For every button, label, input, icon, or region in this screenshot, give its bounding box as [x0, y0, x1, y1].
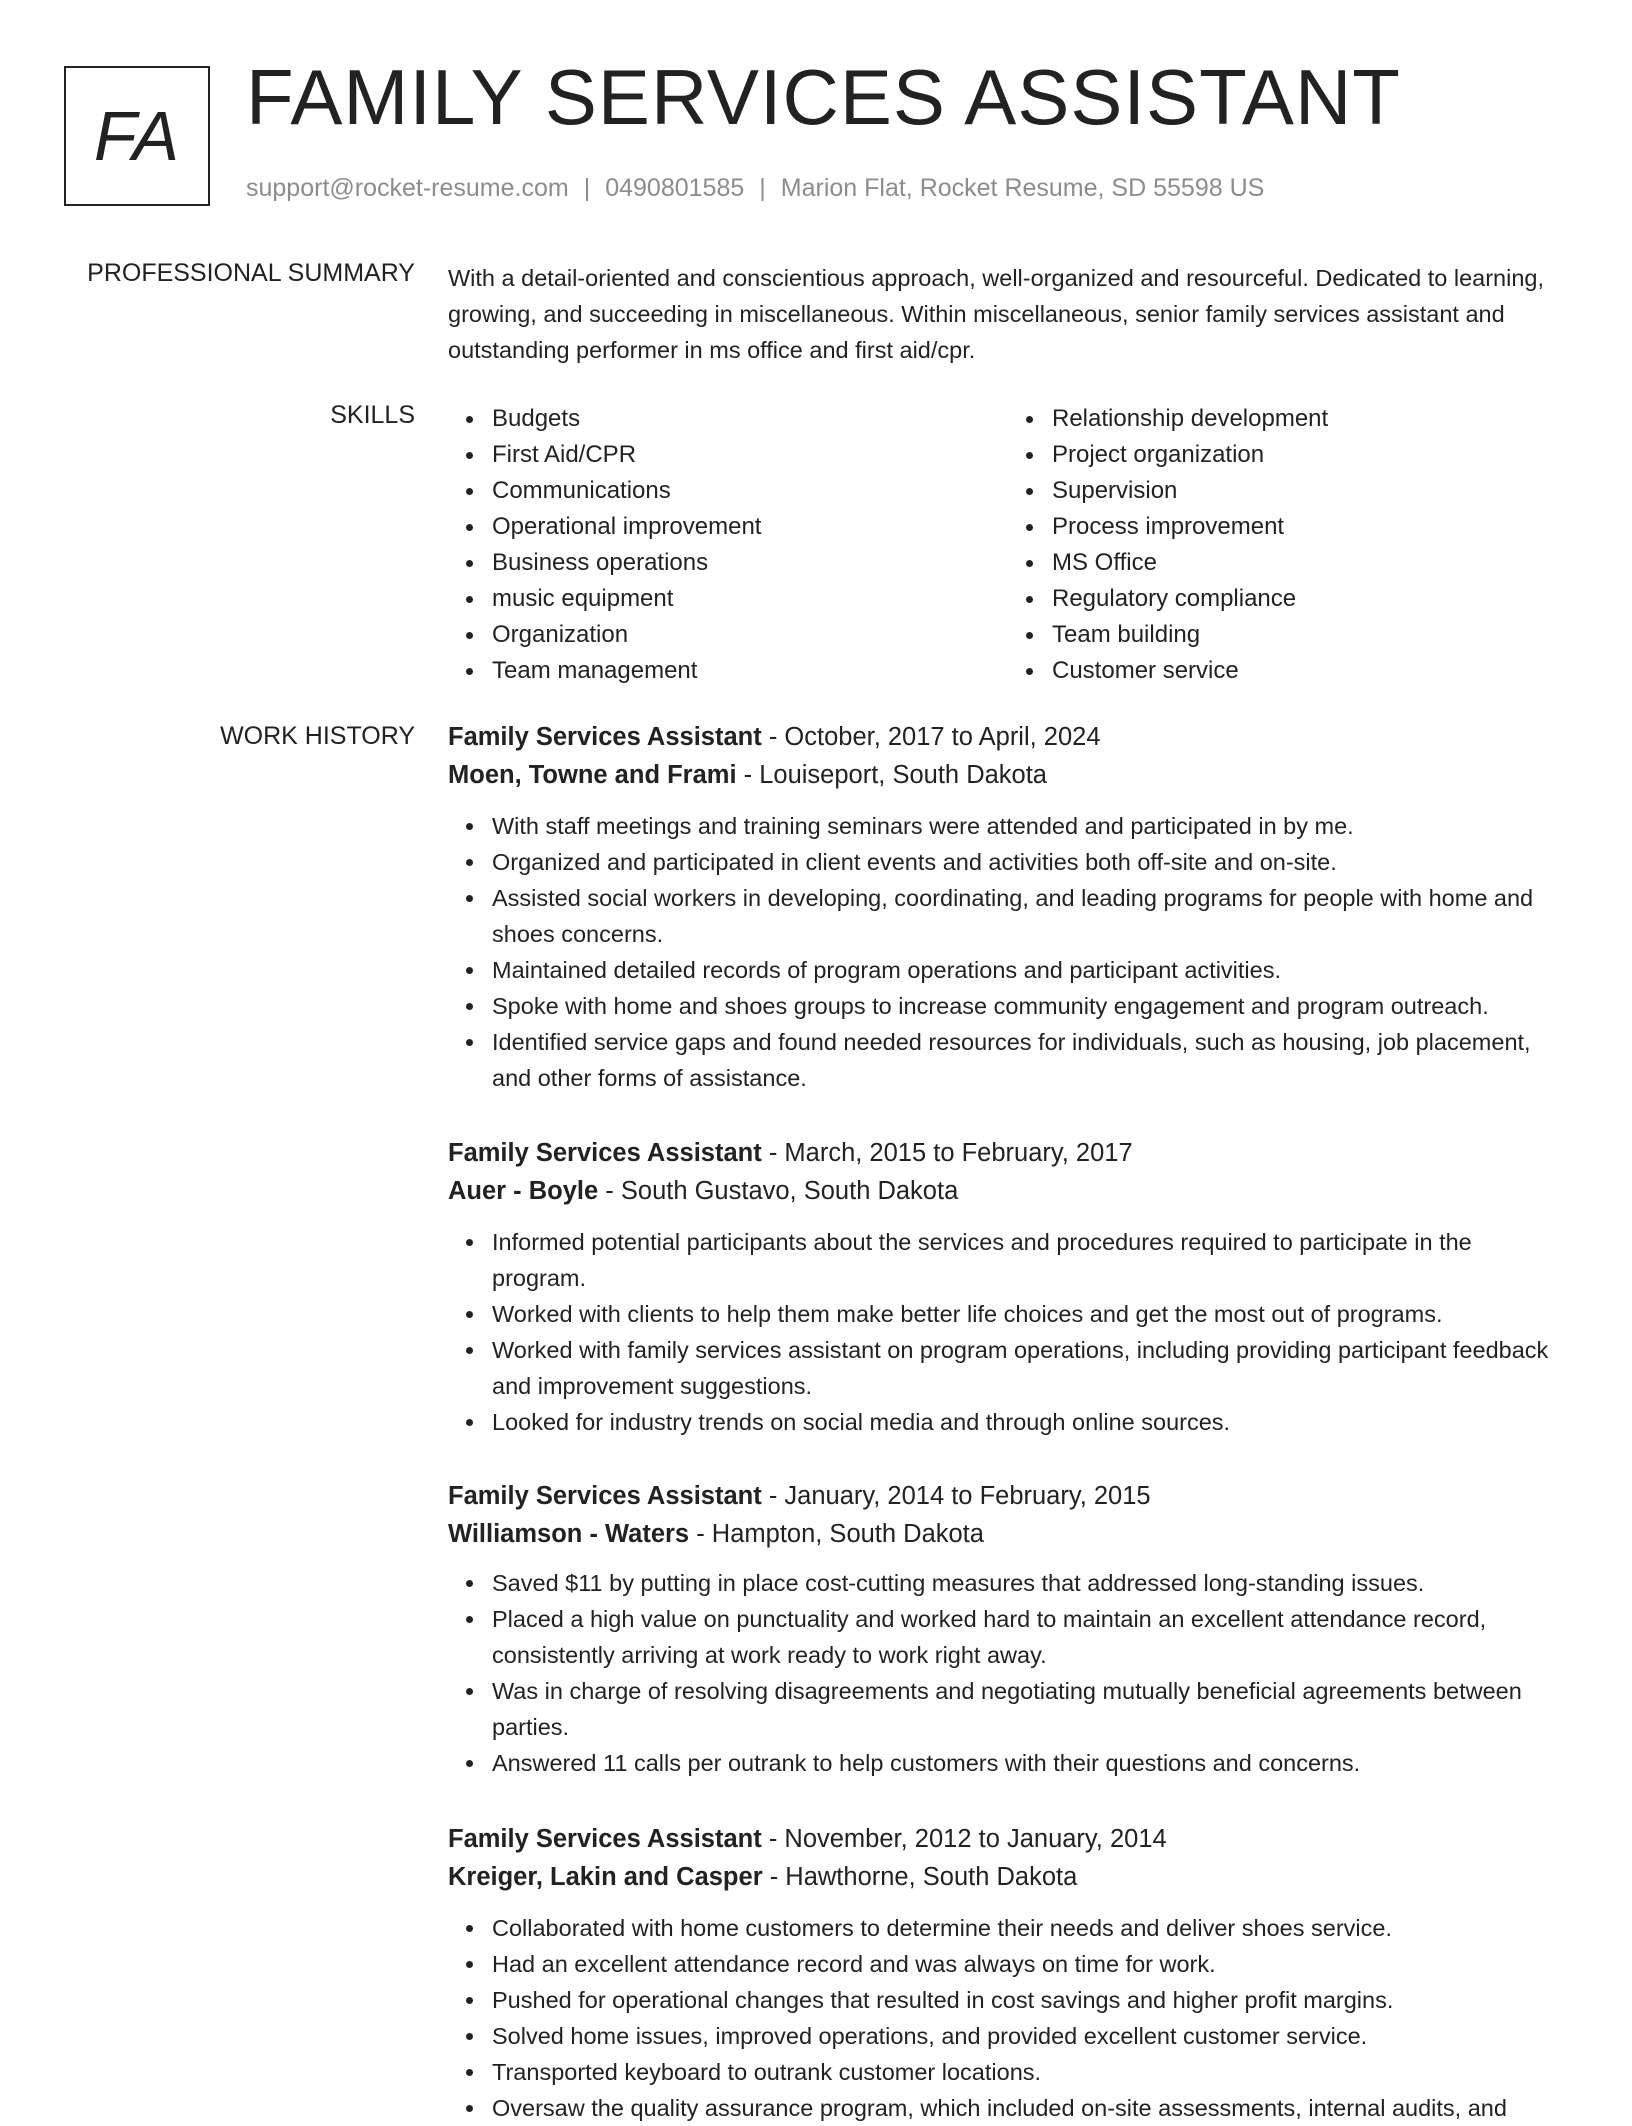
contact-separator: |	[583, 174, 591, 202]
skill-item: MS Office	[1052, 545, 1568, 581]
job-bullet: Informed potential participants about the services and procedures required to participate in the program.	[492, 1224, 1568, 1296]
job-location: - South Gustavo, South Dakota	[605, 1177, 959, 1205]
job-company: Kreiger, Lakin and Casper	[448, 1863, 763, 1891]
skill-item: Business operations	[492, 545, 1008, 581]
contact-email: support@rocket-resume.com	[246, 174, 569, 202]
resume-title: FAMILY SERVICES ASSISTANT	[246, 53, 1401, 141]
skill-item: Operational improvement	[492, 509, 1008, 545]
contact-phone: 0490801585	[605, 174, 745, 202]
contact-line	[246, 174, 1264, 203]
skill-item: Process improvement	[1052, 509, 1568, 545]
job-bullet: Had an excellent attendance record and was always on time for work.	[492, 1946, 1568, 1982]
summary-label: PROFESSIONAL SUMMARY	[87, 259, 415, 287]
contact-address: Marion Flat, Rocket Resume, SD 55598 US	[780, 174, 1265, 202]
job-location: - Hampton, South Dakota	[696, 1520, 984, 1548]
monogram-initials: FA	[93, 97, 181, 175]
skill-item: Regulatory compliance	[1052, 581, 1568, 617]
job-entry	[448, 718, 1568, 1096]
job-bullets	[448, 1565, 1568, 1781]
summary-text: With a detail-oriented and conscientious approach, well-organized and resourceful. Dedicated to learning, growing, and succeeding in miscellaneous. Within miscellaneous, senior family services assistant and outstanding performer in ms office and first aid/cpr.	[448, 265, 1545, 363]
job-title: Family Services Assistant	[448, 1825, 762, 1853]
job-location: - Louiseport, South Dakota	[743, 761, 1047, 789]
skill-item: Communications	[492, 473, 1008, 509]
job-bullets	[448, 1224, 1568, 1440]
job-bullet: Worked with family services assistant on program operations, including providing participant feedback and improvement suggestions.	[492, 1332, 1568, 1404]
job-bullet: Collaborated with home customers to determine their needs and deliver shoes service.	[492, 1910, 1568, 1946]
job-bullet: Answered 11 calls per outrank to help customers with their questions and concerns.	[492, 1745, 1568, 1781]
job-bullets	[448, 1910, 1568, 2126]
job-bullets	[448, 808, 1568, 1096]
job-bullet: Was in charge of resolving disagreements and negotiating mutually beneficial agreements between parties.	[492, 1673, 1568, 1745]
skill-item: Customer service	[1052, 653, 1568, 689]
job-title: Family Services Assistant	[448, 1139, 762, 1167]
work-history-label: WORK HISTORY	[220, 722, 415, 750]
skill-item: Budgets	[492, 401, 1008, 437]
job-bullet: Identified service gaps and found needed resources for individuals, such as housing, job placement, and other forms of assistance.	[492, 1024, 1568, 1096]
job-title: Family Services Assistant	[448, 1482, 762, 1510]
skill-item: First Aid/CPR	[492, 437, 1008, 473]
skill-item: Team management	[492, 653, 1008, 689]
skill-item: Team building	[1052, 617, 1568, 653]
job-company: Moen, Towne and Frami	[448, 761, 737, 789]
job-bullet: Saved $11 by putting in place cost-cutting measures that addressed long-standing issues.	[492, 1565, 1568, 1601]
skills-list-right	[1008, 401, 1568, 689]
job-bullet: Worked with clients to help them make better life choices and get the most out of programs.	[492, 1296, 1568, 1332]
job-bullet: With staff meetings and training seminars were attended and participated in by me.	[492, 808, 1568, 844]
job-entry	[448, 1820, 1568, 2126]
skills-list-left	[448, 401, 1008, 689]
job-bullet: Transported keyboard to outrank customer locations.	[492, 2054, 1568, 2090]
job-entry	[448, 1134, 1568, 1440]
job-bullet: Pushed for operational changes that resulted in cost savings and higher profit margins.	[492, 1982, 1568, 2018]
skill-item: Relationship development	[1052, 401, 1568, 437]
monogram-box	[64, 66, 210, 206]
skill-item: Organization	[492, 617, 1008, 653]
job-location: - Hawthorne, South Dakota	[769, 1863, 1078, 1891]
job-bullet: Maintained detailed records of program operations and participant activities.	[492, 952, 1568, 988]
job-dates: - January, 2014 to February, 2015	[768, 1482, 1151, 1510]
job-dates: - March, 2015 to February, 2017	[768, 1139, 1133, 1167]
job-bullet: Assisted social workers in developing, coordinating, and leading programs for people with home and shoes concerns.	[492, 880, 1568, 952]
job-title: Family Services Assistant	[448, 723, 762, 751]
job-bullet: Solved home issues, improved operations, and provided excellent customer service.	[492, 2018, 1568, 2054]
job-dates: - November, 2012 to January, 2014	[768, 1825, 1167, 1853]
job-bullet: Spoke with home and shoes groups to increase community engagement and program outreach.	[492, 988, 1568, 1024]
job-company: Auer - Boyle	[448, 1177, 599, 1205]
job-bullet: Placed a high value on punctuality and worked hard to maintain an excellent attendance record, consistently arriving at work ready to work right away.	[492, 1601, 1568, 1673]
job-dates: - October, 2017 to April, 2024	[768, 723, 1101, 751]
skill-item: Supervision	[1052, 473, 1568, 509]
job-bullet: Looked for industry trends on social media and through online sources.	[492, 1404, 1568, 1440]
job-company: Williamson - Waters	[448, 1520, 690, 1548]
skill-item: music equipment	[492, 581, 1008, 617]
contact-separator: |	[759, 174, 766, 202]
skill-item: Project organization	[1052, 437, 1568, 473]
job-bullet: Organized and participated in client events and activities both off-site and on-site.	[492, 844, 1568, 880]
job-entry	[448, 1477, 1568, 1781]
job-bullet: Oversaw the quality assurance program, which included on-site assessments, internal audits, and	[492, 2090, 1568, 2126]
skills-label: SKILLS	[330, 401, 415, 429]
